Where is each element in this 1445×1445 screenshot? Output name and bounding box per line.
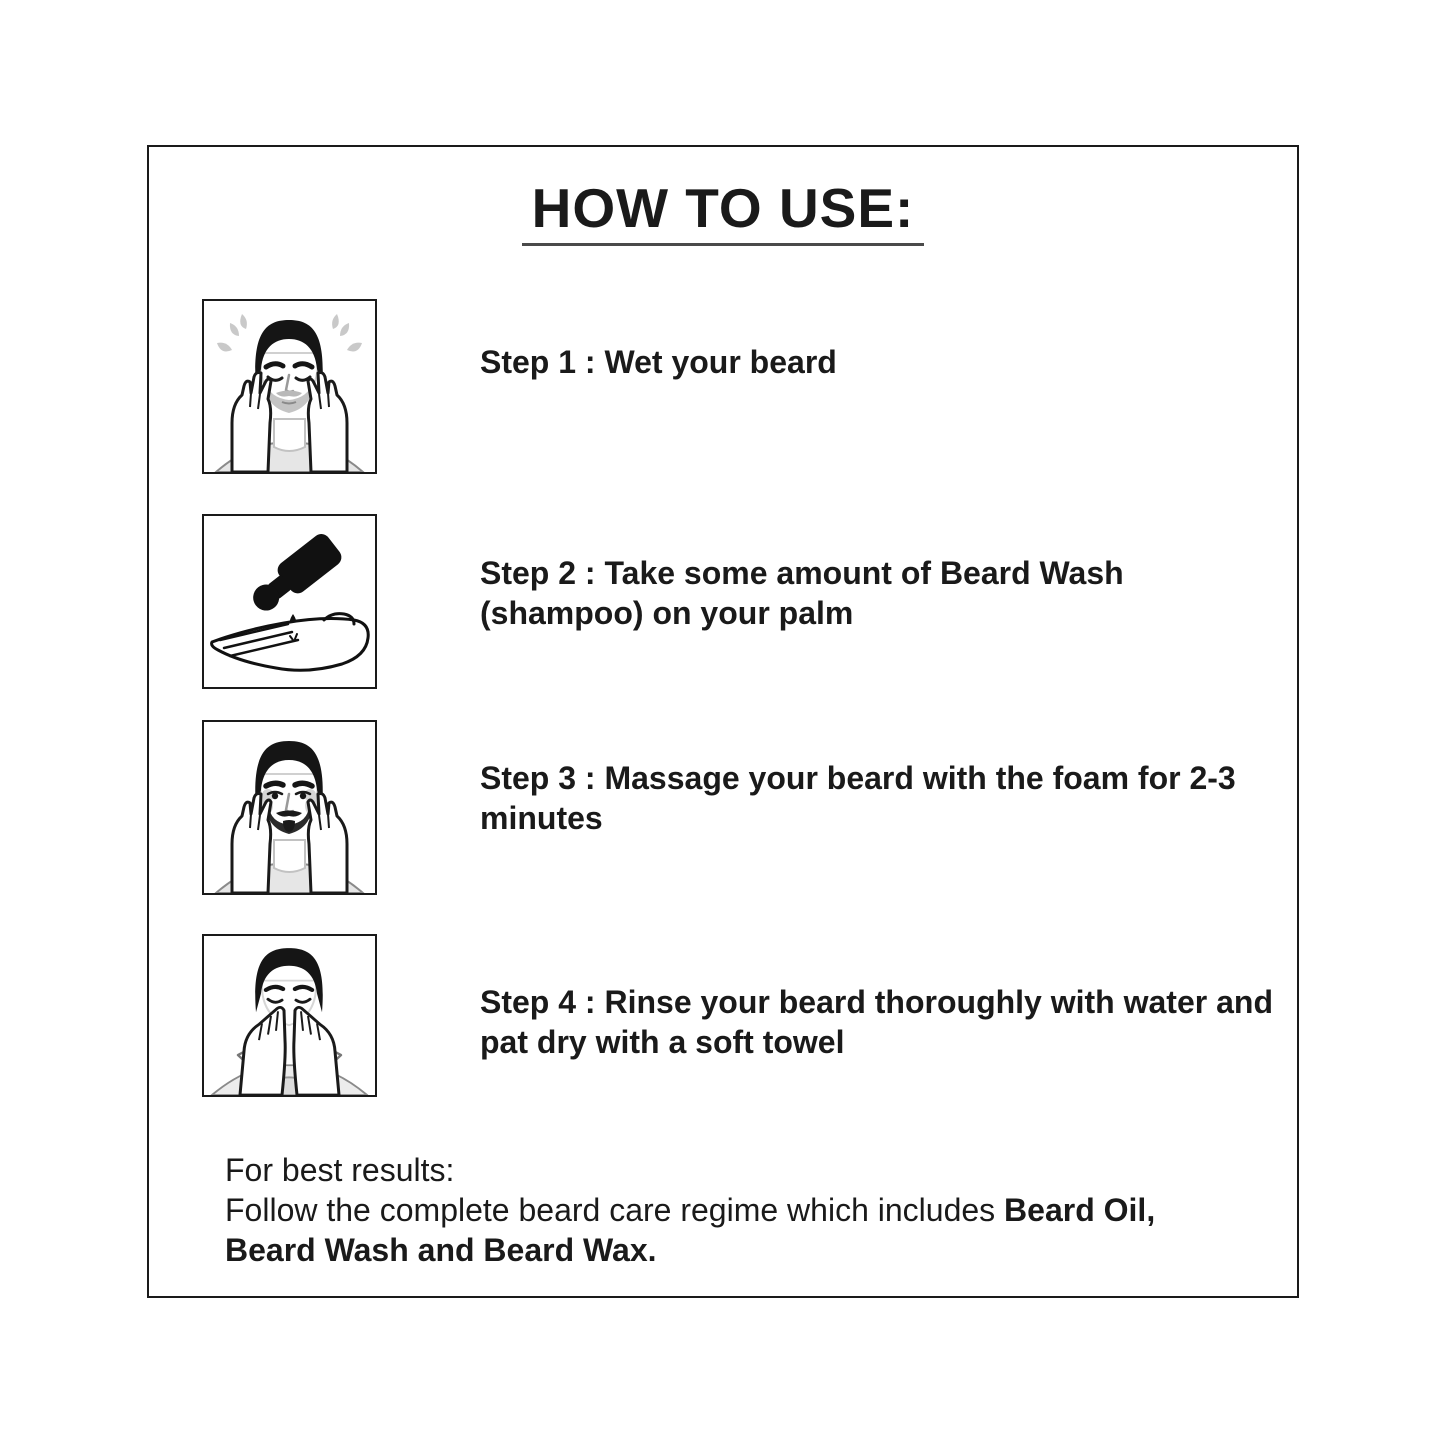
right-hand — [308, 794, 347, 894]
step-2-label: Step 2 : Take some amount of Beard Wash (shampoo) on your palm — [480, 555, 1124, 631]
footer-note — [225, 1150, 1325, 1270]
footer-intro: For best results: — [225, 1152, 455, 1188]
wet-beard-illustration — [204, 301, 375, 472]
step-3-label: Step 3 : Massage your beard with the foam for 2-3 minutes — [480, 760, 1236, 836]
left-hand-covering-face — [240, 1007, 285, 1095]
instruction-card — [147, 145, 1299, 1298]
rinse-beard-illustration — [204, 936, 375, 1095]
shampoo-bottle — [245, 530, 345, 619]
footer-bold-beard-wash-wax: Beard Wash and Beard Wax. — [225, 1232, 657, 1268]
page-title — [149, 175, 1297, 246]
footer-regular-text: Follow the complete beard care regime which includes — [225, 1192, 1005, 1228]
step-1-label: Step 1 : Wet your beard — [480, 344, 837, 380]
step-3-figure — [202, 720, 377, 895]
footer-bold-beard-oil: Beard Oil, — [1004, 1192, 1156, 1228]
step-4-figure — [202, 934, 377, 1097]
left-hand — [232, 373, 271, 473]
neck — [274, 840, 305, 872]
open-palm — [212, 614, 369, 671]
massage-beard-foam-illustration — [204, 722, 375, 893]
page-title-text: HOW TO USE: — [522, 175, 925, 246]
step-4-label: Step 4 : Rinse your beard thoroughly with water and pat dry with a soft towel — [480, 984, 1273, 1060]
step-2-figure — [202, 514, 377, 689]
right-hand — [308, 373, 347, 473]
left-hand — [232, 794, 271, 894]
neck — [274, 419, 305, 451]
footer-line-2 — [225, 1190, 1325, 1230]
right-hand-covering-face — [294, 1007, 339, 1095]
step-1-figure — [202, 299, 377, 474]
pour-beard-wash-on-palm-illustration — [204, 516, 375, 687]
